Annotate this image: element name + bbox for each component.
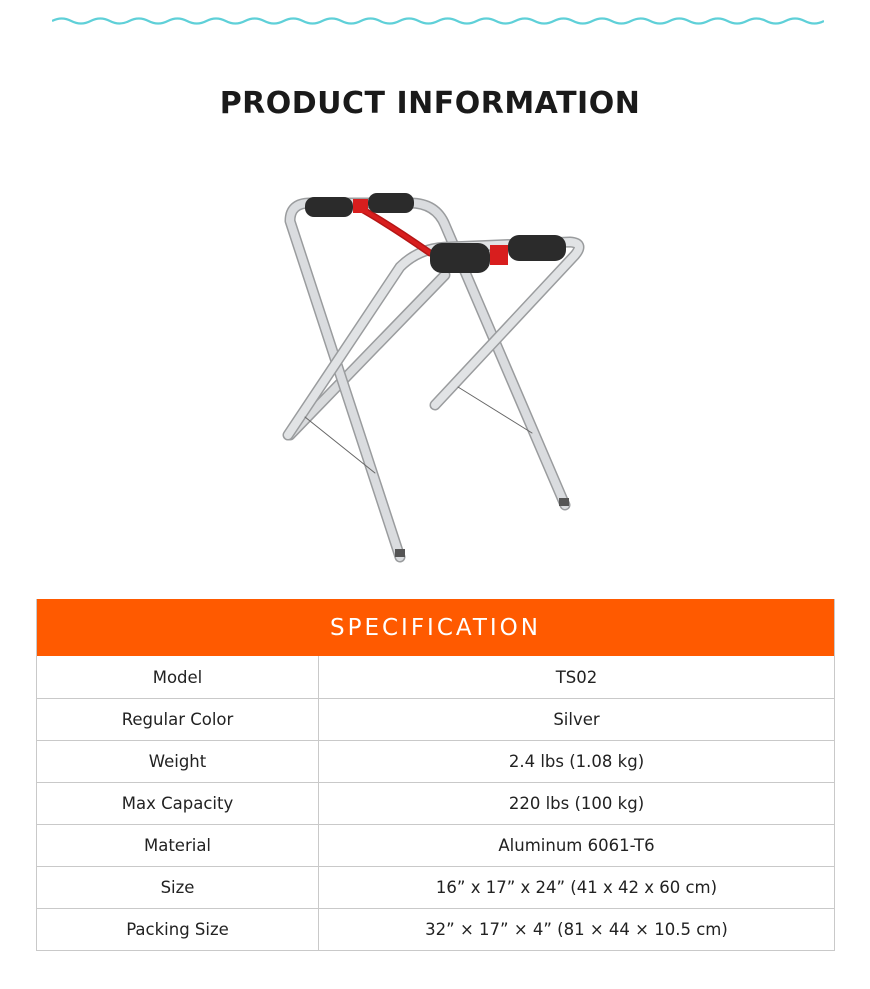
- spec-label: Packing Size: [37, 909, 319, 950]
- table-row: [37, 908, 834, 950]
- spec-label: Max Capacity: [37, 783, 319, 824]
- table-row: [37, 782, 834, 824]
- spec-label: Weight: [37, 741, 319, 782]
- spec-value: Silver: [553, 710, 600, 729]
- table-row: [37, 824, 834, 866]
- spec-label: Size: [37, 867, 319, 908]
- spec-value: TS02: [555, 667, 598, 687]
- kayak-stand-image: [250, 185, 610, 570]
- wave-divider: [52, 10, 824, 32]
- spec-label: Material: [37, 825, 319, 866]
- table-row: [37, 698, 834, 740]
- spec-value: 220 lbs (100 kg): [508, 794, 645, 813]
- table-row: [37, 656, 834, 698]
- spec-value: 16” x 17” x 24” (41 x 42 x 60 cm): [435, 878, 718, 897]
- specification-rows: [37, 656, 834, 950]
- spec-value: Aluminum 6061-T6: [498, 836, 655, 855]
- specification-header: SPECIFICATION: [37, 599, 834, 656]
- table-row: [37, 740, 834, 782]
- spec-label: Regular Color: [37, 699, 319, 740]
- page-title: PRODUCT INFORMATION: [219, 86, 641, 121]
- specification-table: [36, 599, 835, 951]
- spec-value: 32” × 17” × 4” (81 × 44 × 10.5 cm): [425, 920, 728, 939]
- spec-value: 2.4 lbs (1.08 kg): [508, 752, 645, 771]
- table-row: [37, 866, 834, 908]
- spec-label: Model: [37, 656, 319, 698]
